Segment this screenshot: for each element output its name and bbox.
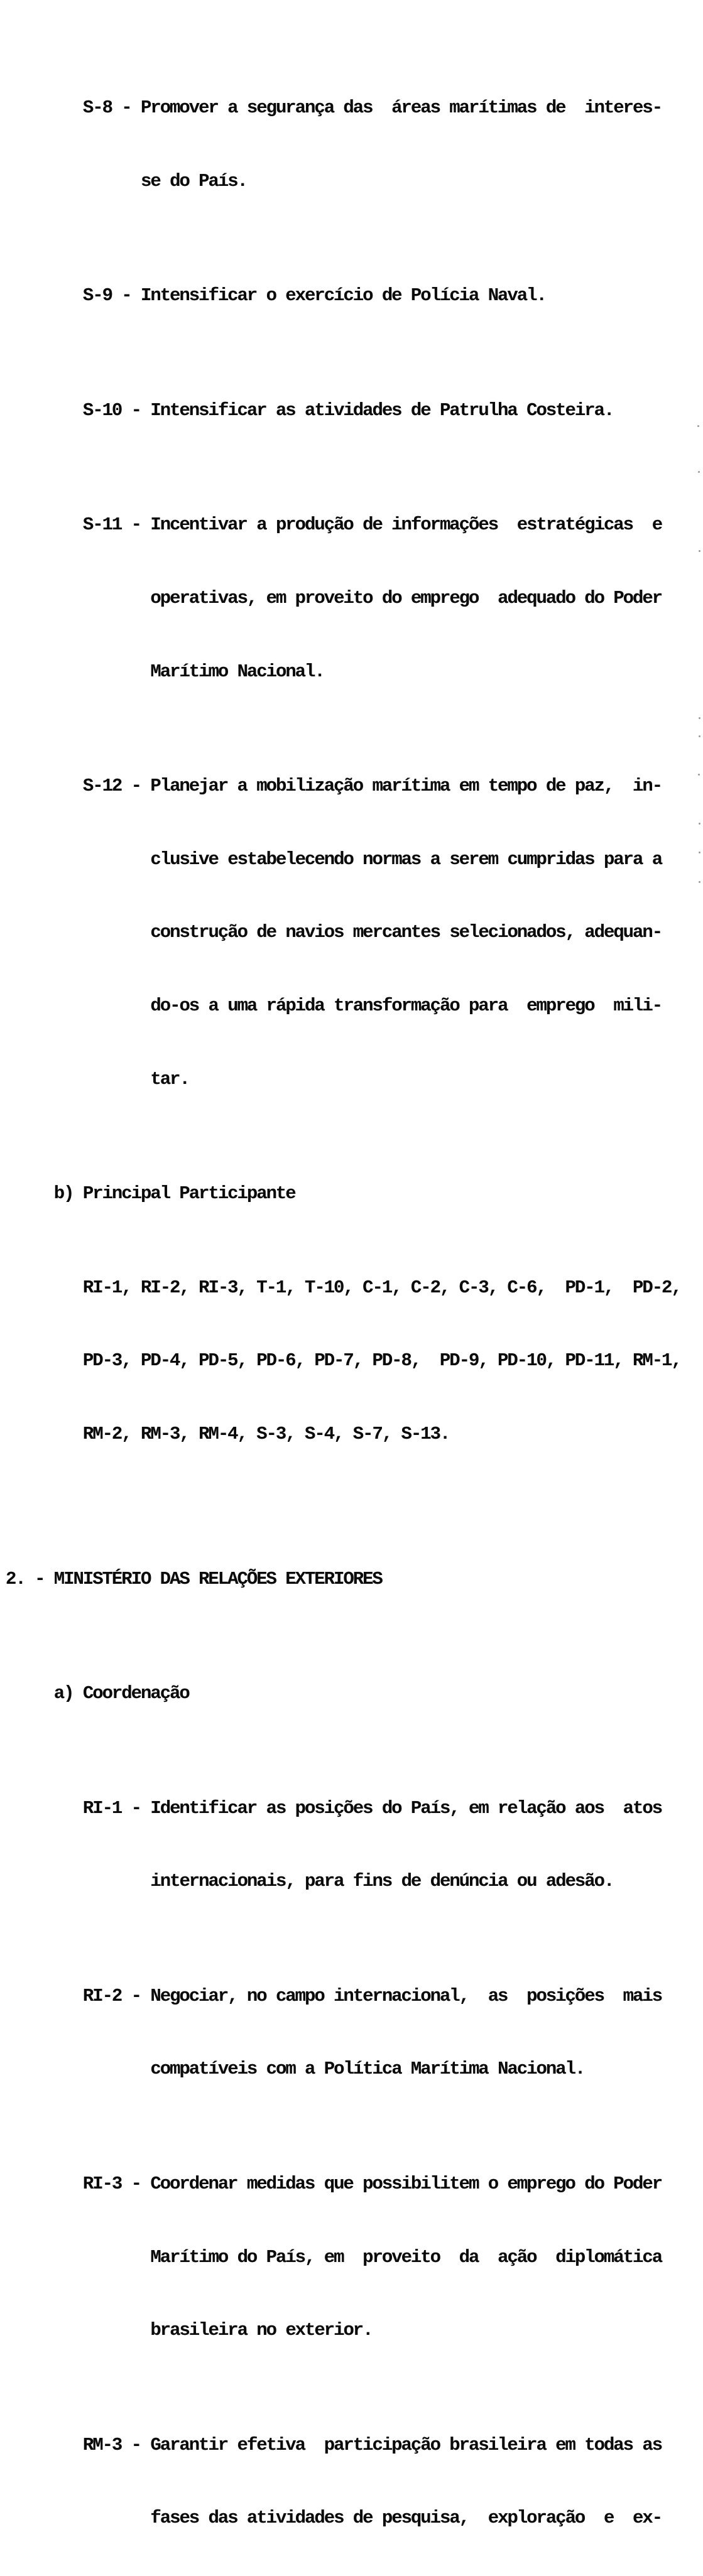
continuation-line xyxy=(0,656,703,688)
item-separator: - xyxy=(111,97,141,118)
item-text: construção de navios mercantes selecionados, adequan- xyxy=(150,922,662,943)
continuation-line xyxy=(0,917,703,949)
item-text: Promover a segurança das áreas marítimas de interes- xyxy=(141,97,662,118)
continuation-line xyxy=(0,2503,703,2535)
item-separator: - xyxy=(111,285,141,306)
item-text: Negociar, no campo internacional, as posições mais xyxy=(150,1985,662,2006)
subsection-title: Principal Participante xyxy=(82,1183,295,1204)
item-separator: - xyxy=(121,1797,151,1819)
item-line-s12 xyxy=(0,771,703,803)
item-id: S-12 xyxy=(82,776,122,797)
item-id: S-8 xyxy=(82,97,112,118)
continuation-line xyxy=(0,2242,703,2274)
item-id: RI-1 xyxy=(82,1797,122,1819)
item-line-ri3 xyxy=(0,2168,703,2200)
item-id: RI-3 xyxy=(82,2173,122,2195)
continuation-line xyxy=(0,1866,703,1898)
item-text: Coordenar medidas que possibilitem o emprego do Poder xyxy=(150,2173,662,2195)
item-text: Identificar as posições do País, em relação aos atos xyxy=(150,1797,662,1819)
section-separator: - xyxy=(25,1568,54,1589)
item-text: se do País. xyxy=(141,170,247,192)
item-id: S-11 xyxy=(82,514,122,536)
participants-line xyxy=(0,1272,703,1304)
section-number: 2. xyxy=(6,1568,25,1589)
continuation-line xyxy=(0,844,703,876)
item-line-ri2 xyxy=(0,1981,703,2013)
item-text: Intensificar as atividades de Patrulha Costeira. xyxy=(150,399,614,421)
subsection-label: a) xyxy=(53,1683,74,1704)
item-separator: - xyxy=(121,2434,151,2455)
continuation-line xyxy=(0,2054,703,2086)
item-separator: - xyxy=(121,514,151,536)
scan-speck xyxy=(697,425,699,427)
participants-line xyxy=(0,1345,703,1377)
item-text: operativas, em proveito do emprego adequado do Poder xyxy=(150,587,662,609)
scan-speck xyxy=(699,735,700,737)
section-2-heading xyxy=(0,1564,703,1596)
item-id: S-10 xyxy=(82,399,122,421)
scan-speck xyxy=(699,881,700,883)
item-text: Planejar a mobilização marítima em tempo de paz, in- xyxy=(150,776,662,797)
scan-speck xyxy=(699,717,700,719)
scan-speck xyxy=(699,852,700,853)
subsection-label: b) xyxy=(53,1183,74,1204)
item-text: internacionais, para fins de denúncia ou adesão. xyxy=(150,1871,614,1892)
item-separator: - xyxy=(121,399,151,421)
continuation-line xyxy=(0,990,703,1022)
item-text: do-os a uma rápida transformação para emprego mili- xyxy=(150,995,662,1016)
continuation-line xyxy=(0,166,703,198)
item-separator: - xyxy=(121,776,151,797)
participants-text: PD-3, PD-4, PD-5, PD-6, PD-7, PD-8, PD-9, PD-10, PD-11, RM-1, xyxy=(82,1350,681,1372)
continuation-line xyxy=(0,2315,703,2347)
subsection-a-heading xyxy=(0,1678,703,1710)
scan-speck xyxy=(699,823,700,825)
item-line-s9 xyxy=(0,280,703,312)
item-separator: - xyxy=(121,1985,151,2006)
subsection-separator xyxy=(74,1183,83,1204)
item-id: S-9 xyxy=(82,285,112,306)
item-text: Marítimo Nacional. xyxy=(150,661,324,682)
item-line-s11 xyxy=(0,509,703,541)
item-text: clusive estabelecendo normas a serem cumpridas para a xyxy=(150,848,662,870)
scan-speck xyxy=(698,774,700,776)
item-line-ri1 xyxy=(0,1793,703,1825)
item-text: tar. xyxy=(150,1068,189,1090)
participants-text: RM-2, RM-3, RM-4, S-3, S-4, S-7, S-13. xyxy=(82,1423,450,1444)
continuation-line xyxy=(0,583,703,615)
item-line-s10 xyxy=(0,395,703,427)
section-title: MINISTÉRIO DAS RELAÇÕES EXTERIORES xyxy=(53,1568,382,1589)
item-text: brasileira no exterior. xyxy=(150,2320,373,2341)
subsection-title: Coordenação xyxy=(82,1683,189,1704)
scan-speck xyxy=(698,471,700,473)
item-text: fases das atividades de pesquisa, exploração e ex- xyxy=(150,2508,662,2529)
item-separator: - xyxy=(121,2173,151,2195)
subsection-b-heading xyxy=(0,1178,703,1210)
item-line-rm3 xyxy=(0,2430,703,2462)
participants-text: RI-1, RI-2, RI-3, T-1, T-10, C-1, C-2, C-3, C-6, PD-1, PD-2, xyxy=(82,1277,681,1298)
item-text: compatíveis com a Política Marítima Nacional. xyxy=(150,2059,585,2080)
item-text: Marítimo do País, em proveito da ação diplomática xyxy=(150,2246,662,2268)
item-id: RI-2 xyxy=(82,1985,122,2006)
subsection-separator xyxy=(74,1683,83,1704)
item-text: Garantir efetiva participação brasileira em todas as xyxy=(150,2434,662,2455)
item-line-s8 xyxy=(0,92,703,124)
item-text: Intensificar o exercício de Polícia Naval. xyxy=(141,285,546,306)
item-id: RM-3 xyxy=(82,2434,122,2455)
item-text: Incentivar a produção de informações estratégicas e xyxy=(150,514,662,536)
participants-line xyxy=(0,1419,703,1451)
continuation-line xyxy=(0,1064,703,1096)
scan-speck xyxy=(699,550,700,552)
